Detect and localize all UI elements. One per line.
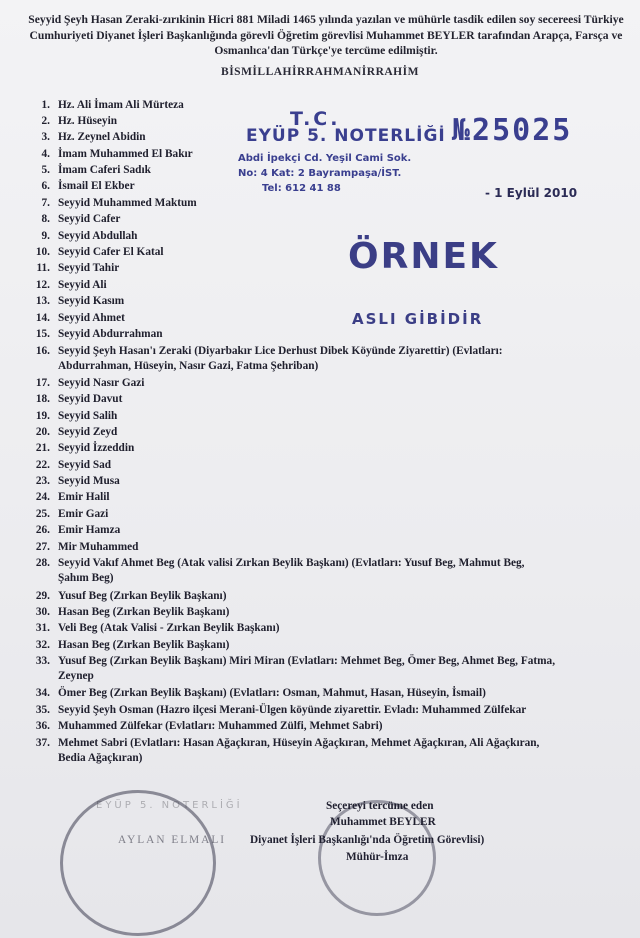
entry-continuation: Abdurrahman, Hüseyin, Nasır Gazi, Fatma Şehriban) bbox=[58, 360, 319, 372]
entry-number: 37. bbox=[35, 737, 50, 749]
entry-text: Seyyid Kasım bbox=[58, 295, 125, 307]
entry-number: 15. bbox=[35, 328, 50, 340]
entry-text: Veli Beg (Atak Valisi - Zırkan Beylik Başkanı) bbox=[58, 622, 280, 634]
entry-text: Seyyid Vakıf Ahmet Beg (Atak valisi Zırkan Beylik Başkanı) (Evlatları: Yusuf Beg, Mahmut Beg, bbox=[58, 557, 525, 569]
entry-number: 26. bbox=[35, 524, 50, 536]
entry-number: 9. bbox=[41, 230, 50, 242]
entry-number: 4. bbox=[41, 148, 50, 160]
entry-text: Mir Muhammed bbox=[58, 541, 139, 553]
stamp-date: - 1 Eylül 2010 bbox=[485, 186, 578, 200]
entry-text: Hz. Zeynel Abidin bbox=[58, 131, 146, 143]
entry-text: İsmail El Ekber bbox=[58, 180, 135, 192]
entry-number: 28. bbox=[35, 557, 50, 569]
signature-prefix: AYLAN ELMALI bbox=[118, 834, 226, 846]
entry-number: 6. bbox=[41, 180, 50, 192]
entry-text: Hasan Beg (Zırkan Beylik Başkanı) bbox=[58, 639, 230, 651]
entry-text: Yusuf Beg (Zırkan Beylik Başkanı) bbox=[58, 590, 227, 602]
entry-number: 16. bbox=[35, 345, 50, 357]
entry-text: Seyyid Sad bbox=[58, 459, 112, 471]
entry-number: 3. bbox=[41, 131, 50, 143]
entry-continuation: Zeynep bbox=[58, 670, 94, 682]
stamp-address-1: Abdi İpekçi Cd. Yeşil Cami Sok. bbox=[238, 153, 412, 164]
entry-text: Seyyid Musa bbox=[58, 475, 120, 487]
stamp-tel: Tel: 612 41 88 bbox=[262, 183, 341, 194]
stamp-tc: T.C. bbox=[290, 108, 341, 130]
entry-number: 24. bbox=[35, 491, 50, 503]
entry-number: 1. bbox=[41, 99, 50, 111]
entry-number: 35. bbox=[35, 704, 50, 716]
signature-mühür: Mühür-İmza bbox=[346, 851, 409, 863]
entry-number: 33. bbox=[35, 655, 50, 667]
faded-stamp-text: EYÜP 5. NOTERLİĞİ bbox=[96, 800, 243, 811]
entry-number: 34. bbox=[35, 687, 50, 699]
entry-text: Seyyid Abdullah bbox=[58, 230, 138, 242]
intro-paragraph: Seyyid Şeyh Hasan Zeraki-zırıkinin Hicri 881 Miladi 1465 yılında yazılan ve mühürle tasdik edilen soy secereesi Türkiye Cumhuriyeti Diyanet İşleri Başkanlığında görevli Öğretim görevlisi Muhammet BEYLER tarafından Arapça, Farsça ve Osmanlıca'dan Türkçe'ye tercüme edilmiştir. bbox=[28, 13, 624, 57]
entry-number: 30. bbox=[35, 606, 50, 618]
entry-number: 10. bbox=[35, 246, 50, 258]
entry-text: Seyyid Şeyh Hasan'ı Zeraki (Diyarbakır Lice Derhust Dibek Köyünde Ziyarettir) (Evlatları: bbox=[58, 345, 503, 357]
stamp-number: №25025 bbox=[452, 113, 573, 148]
entry-text: Seyyid Salih bbox=[58, 410, 118, 422]
entry-number: 2. bbox=[41, 115, 50, 127]
entry-text: Seyyid Davut bbox=[58, 393, 123, 405]
entry-text: Seyyid Abdurrahman bbox=[58, 328, 163, 340]
entry-text: Seyyid Muhammed Maktum bbox=[58, 197, 197, 209]
entry-number: 23. bbox=[35, 475, 50, 487]
entry-number: 32. bbox=[35, 639, 50, 651]
entry-text: Emir Halil bbox=[58, 491, 110, 503]
entry-number: 21. bbox=[35, 442, 50, 454]
entry-text: Ömer Beg (Zırkan Beylik Başkanı) (Evlatları: Osman, Mahmut, Hasan, Hüseyin, İsmail) bbox=[58, 687, 486, 699]
entry-text: Seyyid Zeyd bbox=[58, 426, 118, 438]
entry-text: Seyyid Tahir bbox=[58, 262, 120, 274]
entry-continuation: Bedia Ağaçkıran) bbox=[58, 752, 143, 764]
entry-text: Seyyid Ali bbox=[58, 279, 107, 291]
entry-number: 17. bbox=[35, 377, 50, 389]
entry-number: 14. bbox=[35, 312, 50, 324]
stamp-notary-office: EYÜP 5. NOTERLİĞİ bbox=[246, 126, 446, 146]
signature-line-1: Seçereyi tercüme eden bbox=[326, 800, 434, 812]
entry-text: Emir Hamza bbox=[58, 524, 121, 536]
entry-number: 27. bbox=[35, 541, 50, 553]
entry-text: Seyyid Nasır Gazi bbox=[58, 377, 145, 389]
ornek-stamp: ÖRNEK bbox=[348, 236, 499, 277]
entry-number: 13. bbox=[35, 295, 50, 307]
entry-number: 25. bbox=[35, 508, 50, 520]
signature-title: Diyanet İşleri Başkanlığı'nda Öğretim Görevlisi) bbox=[250, 834, 485, 846]
signature-name: Muhammet BEYLER bbox=[330, 816, 436, 828]
entry-number: 29. bbox=[35, 590, 50, 602]
entry-text: Seyyid Cafer El Katal bbox=[58, 246, 164, 258]
entry-text: Seyyid Ahmet bbox=[58, 312, 125, 324]
entry-text: Hz. Ali İmam Ali Mürteza bbox=[58, 99, 184, 111]
entry-number: 7. bbox=[41, 197, 50, 209]
entry-text: Muhammed Zülfekar (Evlatları: Muhammed Zülfi, Mehmet Sabri) bbox=[58, 720, 383, 732]
entry-text: Seyyid Şeyh Osman (Hazro ilçesi Merani-Ülgen köyünde ziyarettir. Evladı: Muhammed Zülfekar bbox=[58, 704, 527, 716]
entry-text: Hz. Hüseyin bbox=[58, 115, 117, 127]
entry-number: 22. bbox=[35, 459, 50, 471]
entry-text: Seyyid İzzeddin bbox=[58, 442, 135, 454]
entry-text: Hasan Beg (Zırkan Beylik Başkanı) bbox=[58, 606, 230, 618]
entry-text: İmam Muhammed El Bakır bbox=[58, 148, 193, 160]
entry-number: 20. bbox=[35, 426, 50, 438]
entry-number: 36. bbox=[35, 720, 50, 732]
entry-continuation: Şahım Beg) bbox=[58, 572, 114, 584]
entry-number: 18. bbox=[35, 393, 50, 405]
entry-number: 19. bbox=[35, 410, 50, 422]
entry-number: 12. bbox=[35, 279, 50, 291]
asli-gibidir-stamp: ASLI GİBİDİR bbox=[352, 310, 484, 328]
bismillah-heading: BİSMİLLAHİRRAHMANİRRAHİM bbox=[221, 66, 419, 78]
entry-text: Seyyid Cafer bbox=[58, 213, 121, 225]
entry-number: 11. bbox=[36, 262, 50, 274]
entry-text: İmam Caferi Sadık bbox=[58, 164, 151, 176]
faded-seal-left bbox=[60, 790, 216, 936]
entry-number: 31. bbox=[35, 622, 50, 634]
entry-number: 5. bbox=[41, 164, 50, 176]
entry-text: Mehmet Sabri (Evlatları: Hasan Ağaçkıran, Hüseyin Ağaçkıran, Mehmet Ağaçkıran, Ali Ağaçkıran, bbox=[58, 737, 540, 749]
entry-text: Yusuf Beg (Zırkan Beylik Başkanı) Miri Miran (Evlatları: Mehmet Beg, Ömer Beg, Ahmet Beg, Fatma, bbox=[58, 655, 556, 667]
stamp-address-2: No: 4 Kat: 2 Bayrampaşa/İST. bbox=[238, 168, 402, 179]
entry-number: 8. bbox=[41, 213, 50, 225]
entry-text: Emir Gazi bbox=[58, 508, 109, 520]
